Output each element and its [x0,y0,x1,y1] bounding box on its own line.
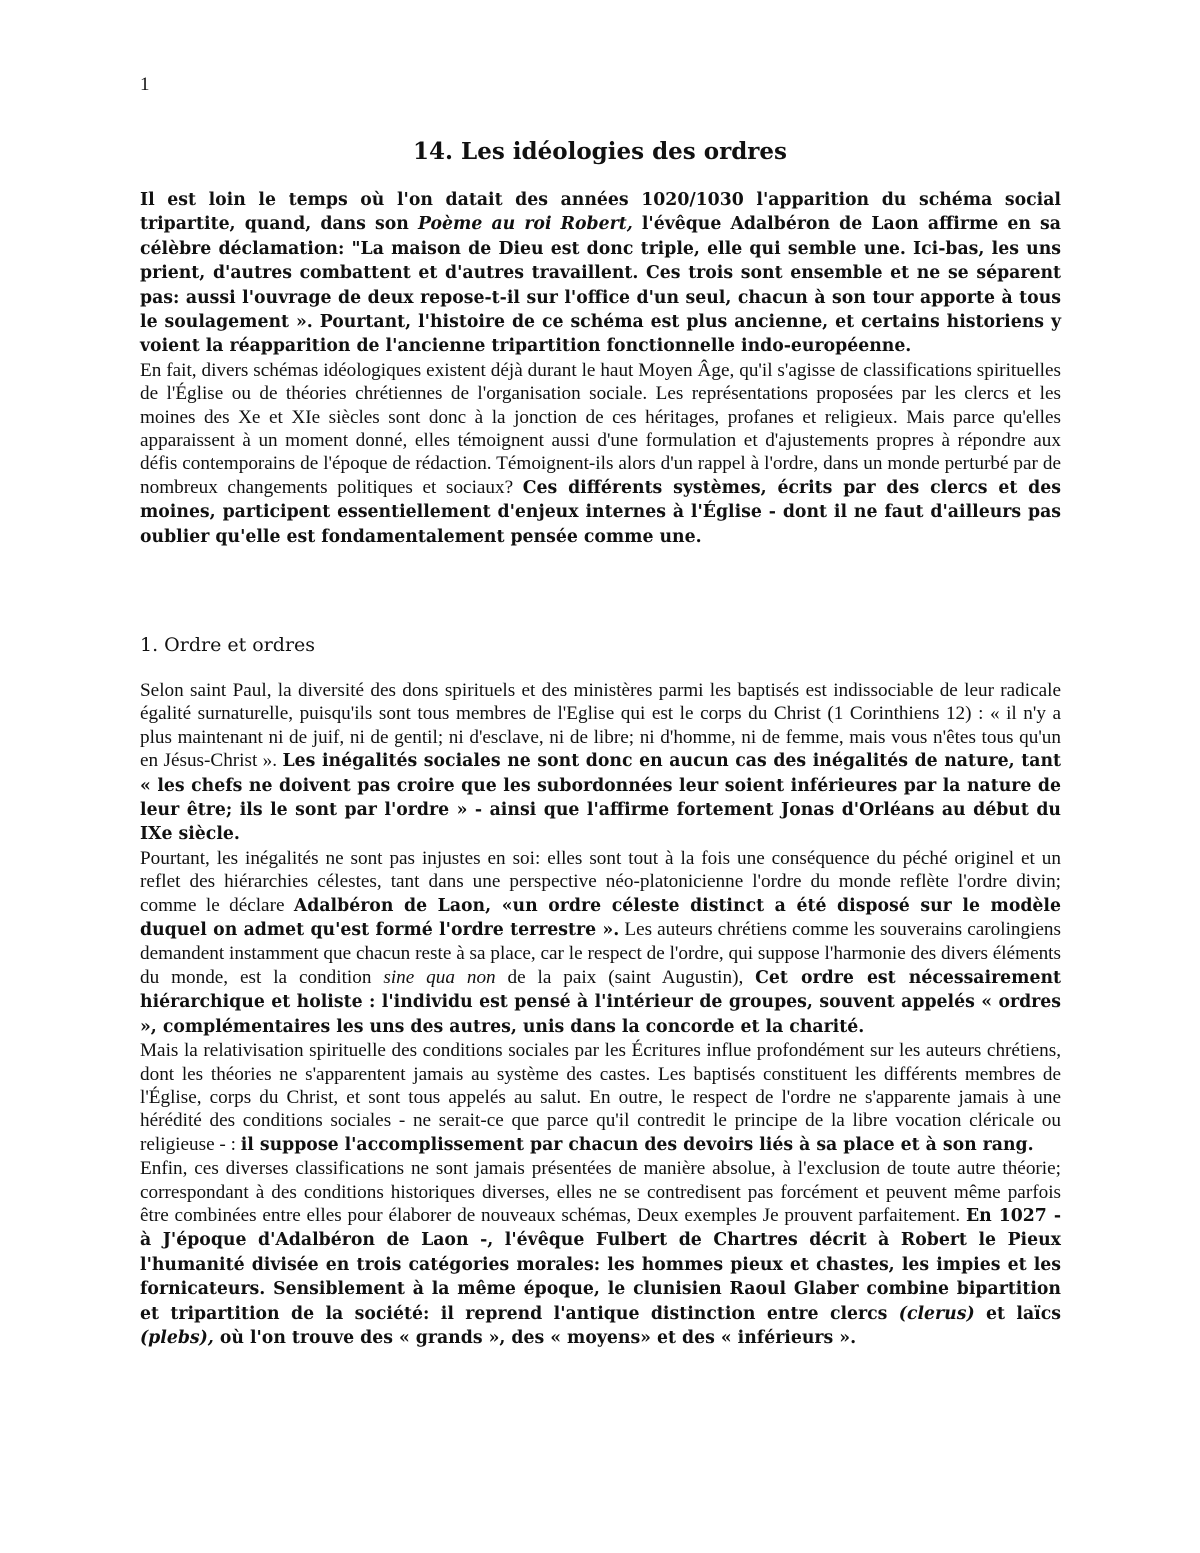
sine-qua-non: sine qua non [383,966,496,988]
plebs-term: (plebs), [140,1327,214,1348]
intro-p1-text-a: Il est loin le temps où l'on datait des années 1020/1030 l'apparition du schéma social tripartite, quand, dans son [140,190,1061,235]
section-p6-text-a: Enfin, ces diverses classifications ne sont jamais présentées de manière absolue, à l'exclusion de toute autre théorie; correspondant à des conditions historiques diverses, elles ne se contredisent pas forcément et peuvent même parfois être combinées entre elles pour élaborer de nouveaux schémas, Deux exemples Je prouvent parfaitement. [140,1158,1061,1226]
section-p3-text-a: Selon saint Paul, la diversité des dons spirituels et des ministères parmi les baptisés est indissociable de leur radicale égalité surnaturelle, puisqu'ils sont tous membres de l'Eglise qui est le corps du Christ (1 Corinthiens 12) : « il n'y a plus maintenant ni de juif, ni de gentil; ni d'esclave, ni de libre; ni d'homme, ni de femme, mais vous n'êtes tous qu'un en Jésus-Christ ». [140,680,1061,772]
section-paragraph-1 [140,679,1061,847]
section-p6-text-d: où l'on trouve des « grands », des « moyens» et des « inférieurs ». [213,1327,857,1348]
intro-p2-text-b: Ces différents systèmes, écrits par des clercs et des moines, participent essentiellement d'enjeux internes à l'Église - dont il ne faut d'ailleurs pas oublier qu'elle est fondamentalement pensée comme une. [140,477,1061,547]
section-p5-text-a: Mais la relativisation spirituelle des conditions sociales par les Écritures influe profondément sur les auteurs chrétiens, dont les théories ne s'apparentent jamais au système des castes. Les baptisés constituent les différents membres de l'Église, corps du Christ, et sont tous appelés au salut. En outre, le respect de l'ordre ne s'apparente jamais à une hérédité des conditions sociales - ne serait-ce que parce qu'il contredit le principe de la libre vocation cléricale ou religieuse - : [140,1040,1061,1155]
section-p5-text-b: il suppose l'accomplissement par chacun des devoirs liés à sa place et à son rang. [240,1134,1034,1155]
section-p4-text-b: Adalbéron de Laon, «un ordre céleste distinct a été disposé sur le modèle duquel on admet qu'est formé l'ordre terrestre ». [140,895,1061,941]
section-paragraph-3 [140,1039,1061,1157]
section-p4-text-a: Pourtant, les inégalités ne sont pas injustes en soi: elles sont tout à la fois une conséquence du péché originel et un reflet des hiérarchies célestes, tant dans une perspective néo-platonicienne l'ordre du monde reflète l'ordre divin; comme le déclare [140,847,1061,916]
poem-title: Poème au roi Robert, [417,214,633,235]
page-number: 1 [140,74,150,95]
section-p6-text-c: et laïcs [974,1303,1061,1324]
section-p4-text-d: de la paix (saint Augustin), [495,966,756,988]
section-p4-text-e: Cet ordre est nécessairement hiérarchique et holiste : l'individu est pensé à l'intérieur de groupes, souvent appelés « ordres », complémentaires les uns des autres, unis dans la concorde et la charité. [140,967,1061,1037]
intro-p2-text-a: En fait, divers schémas idéologiques existent déjà durant le haut Moyen Âge, qu'il s'agisse de classifications spirituelles de l'Église ou de théories chrétiennes de l'organisation sociale. Les représentations proposées par les clercs et les moines des Xe et XIe siècles sont donc à la jonction de ces héritages, profanes et religieux. Mais parce qu'elles apparaissent à un moment donné, elles témoignent aussi d'une formulation et d'ajustements propres à répondre aux défis contemporains de l'époque de rédaction. Témoignent-ils alors d'un rappel à l'ordre, dans un monde perturbé par de nombreux changements politiques et sociaux? [140,359,1061,498]
section-block [140,679,1061,1350]
intro-paragraph-2 [140,359,1061,549]
section-heading: 1. Ordre et ordres [140,634,316,656]
section-p4-text-c: Les auteurs chrétiens comme les souverains carolingiens demandent instamment que chacun reste à sa place, car le respect de l'ordre, qui suppose l'harmonie des divers éléments du monde, est la condition [140,919,1061,988]
intro-paragraph-1 [140,188,1061,359]
section-p3-text-b: Les inégalités sociales ne sont donc en aucun cas des inégalités de nature, tant « les chefs ne doivent pas croire que les subordonnées leur soient inférieures par la nature de leur être; ils le sont par l'ordre » - ainsi que l'affirme fortement Jonas d'Orléans au début du IXe siècle. [140,751,1062,845]
section-paragraph-4 [140,1157,1061,1350]
intro-p1-text-b: l'évêque Adalbéron de Laon affirme en sa célèbre déclamation: "La maison de Dieu est donc triple, elle qui semble une. Ici-bas, les uns prient, d'autres combattent et d'autres travaillent. Ces trois sont ensemble et ne se séparent pas: aussi l'ouvrage de deux repose-t-il sur l'office d'un seul, chacun à son tour apporte à tous le soulagement ». Pourtant, l'histoire de ce schéma est plus ancienne, et certains historiens y voient la réapparition de l'ancienne tripartition fonctionnelle indo-européenne. [140,214,1061,357]
intro-block [140,188,1061,549]
section-paragraph-2 [140,847,1061,1039]
chapter-title: 14. Les idéologies des ordres [413,138,787,165]
clerus-term: (clerus) [898,1303,975,1324]
section-p6-text-b: En 1027 - à J'époque d'Adalbéron de Laon -, l'évêque Fulbert de Chartres décrit à Robert le Pieux l'humanité divisée en trois catégories morales: les hommes pieux et chastes, les impies et les fornicateurs. Sensiblement à la même époque, le clunisien Raoul Glaber combine bipartition et tripartition de la société: il reprend l'antique distinction entre clercs [140,1205,1061,1324]
